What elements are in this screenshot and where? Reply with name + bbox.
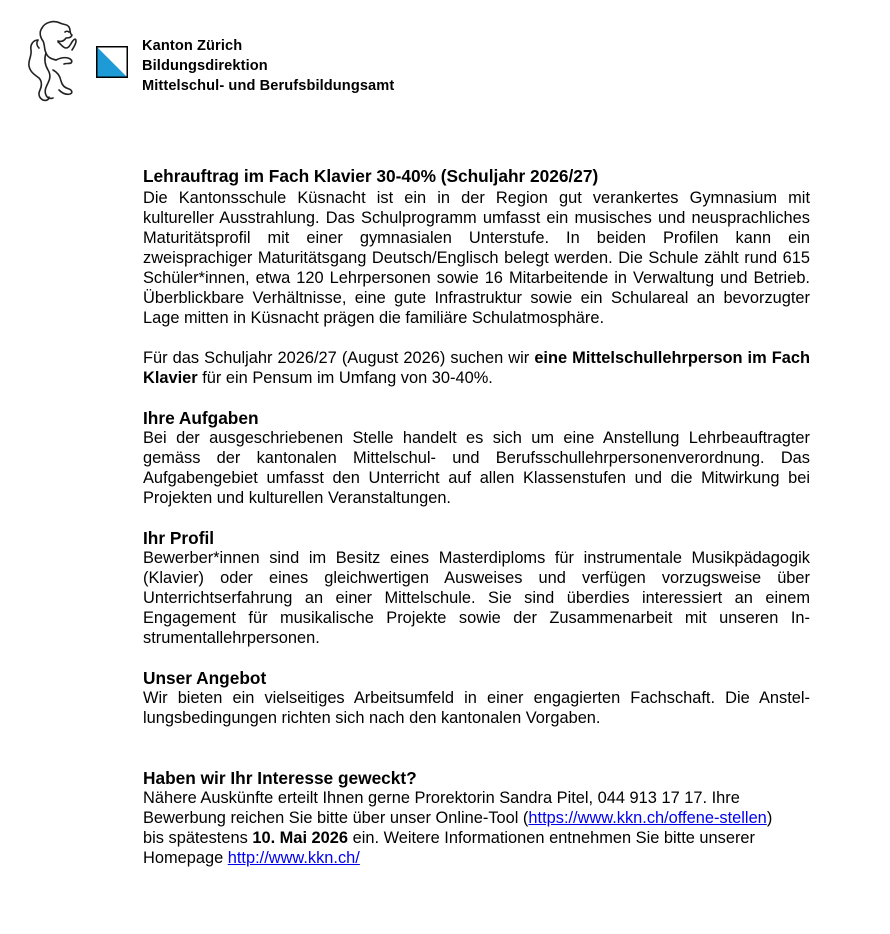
- contact-paragraph: [143, 788, 783, 868]
- search-text-post: für ein Pensum im Umfang von 30-40%.: [197, 369, 493, 387]
- online-tool-link[interactable]: https://www.kkn.ch/offene-stellen: [528, 809, 767, 827]
- section-heading-tasks: Ihre Aufgaben: [143, 408, 259, 428]
- section-text-profile: Bewerber*innen sind im Besitz eines Masterdiploms für instrumentale Musikpädagogik (Klavier) oder eines gleichwertigen Ausweises und verfügen vorzugsweise über Unterrichtserfahrung an einer Mittelschule. Sie sind überdies interessiert an einem Engagement für musikalische Projekte sowie der Zusammenarbeit mit unseren Instrumentallehrpersonen.: [143, 549, 810, 647]
- intro-paragraph: Die Kantonsschule Küsnacht ist ein in der Region gut verankertes Gymnasium mit kultureller Ausstrahlung. Das Schulprogramm umfasst ein musisches und neusprachliches Maturitätsprofil mit einer gymnasialen Unterstufe. In beiden Profilen kann ein zweisprachiger Maturitätsgang Deutsch/Englisch belegt werden. Die Schule zählt rund 615 Schüler*innen, etwa 120 Lehrpersonen sowie 16 Mitarbeitende in Verwaltung und Betrieb. Überblickbare Verhältnisse, eine gute Infrastruktur sowie ein Schulareal an bevorzugter Lage mitten in Küsnacht prägen die familiäre Schulatmosphäre.: [143, 189, 810, 327]
- search-paragraph: [143, 348, 810, 388]
- organization-name: [142, 36, 394, 96]
- org-line-directorate: Bildungsdirektion: [142, 58, 268, 74]
- header-logo: [18, 16, 438, 108]
- section-text-tasks: Bei der ausgeschriebenen Stelle handelt es sich um eine Anstellung Lehrbeauftragter gemäss der kantonalen Mittelschul- und Berufsschullehrpersonenverordnung. Das Aufgabengebiet umfasst den Unterricht auf allen Klassenstufen und die Mitwirkung bei Projekten und kulturellen Veranstaltungen.: [143, 429, 810, 507]
- org-line-office: Mittelschul- und Berufsbildungsamt: [142, 78, 395, 94]
- contact-text-3: ein. Weitere Informationen entnehmen Sie bitte unserer Homepage: [143, 829, 755, 867]
- contact-text-2: ) bis spätestens: [143, 809, 773, 847]
- document-title: Lehrauftrag im Fach Klavier 30-40% (Schuljahr 2026/27): [143, 166, 599, 186]
- application-deadline: 10. Mai 2026: [252, 829, 349, 847]
- section-text-offer: Wir bieten ein vielseitiges Arbeitsumfeld in einer engagierten Fachschaft. Die Anstellungsbedingungen richten sich nach den kantonalen Vorgaben.: [143, 689, 810, 727]
- zurich-lion-icon: [20, 18, 84, 106]
- org-line-canton: Kanton Zürich: [142, 38, 243, 54]
- search-position-bold: eine Mittelschullehrperson im Fach Klavier: [143, 349, 810, 387]
- search-text-pre: Für das Schuljahr 2026/27 (August 2026) suchen wir: [143, 349, 535, 367]
- homepage-link[interactable]: http://www.kkn.ch/: [227, 849, 360, 867]
- section-heading-profile: Ihr Profil: [143, 528, 215, 548]
- contact-text-1: Nähere Auskünfte erteilt Ihnen gerne Prorektorin Sandra Pitel, 044 913 17 17. Ihre Bewerbung reichen Sie bitte über unser Online-Tool (: [143, 789, 740, 827]
- section-heading-offer: Unser Angebot: [143, 668, 267, 688]
- kanton-zurich-shield-icon: [96, 46, 128, 78]
- job-posting: [143, 164, 810, 868]
- section-heading-contact: Haben wir Ihr Interesse geweckt?: [143, 768, 417, 788]
